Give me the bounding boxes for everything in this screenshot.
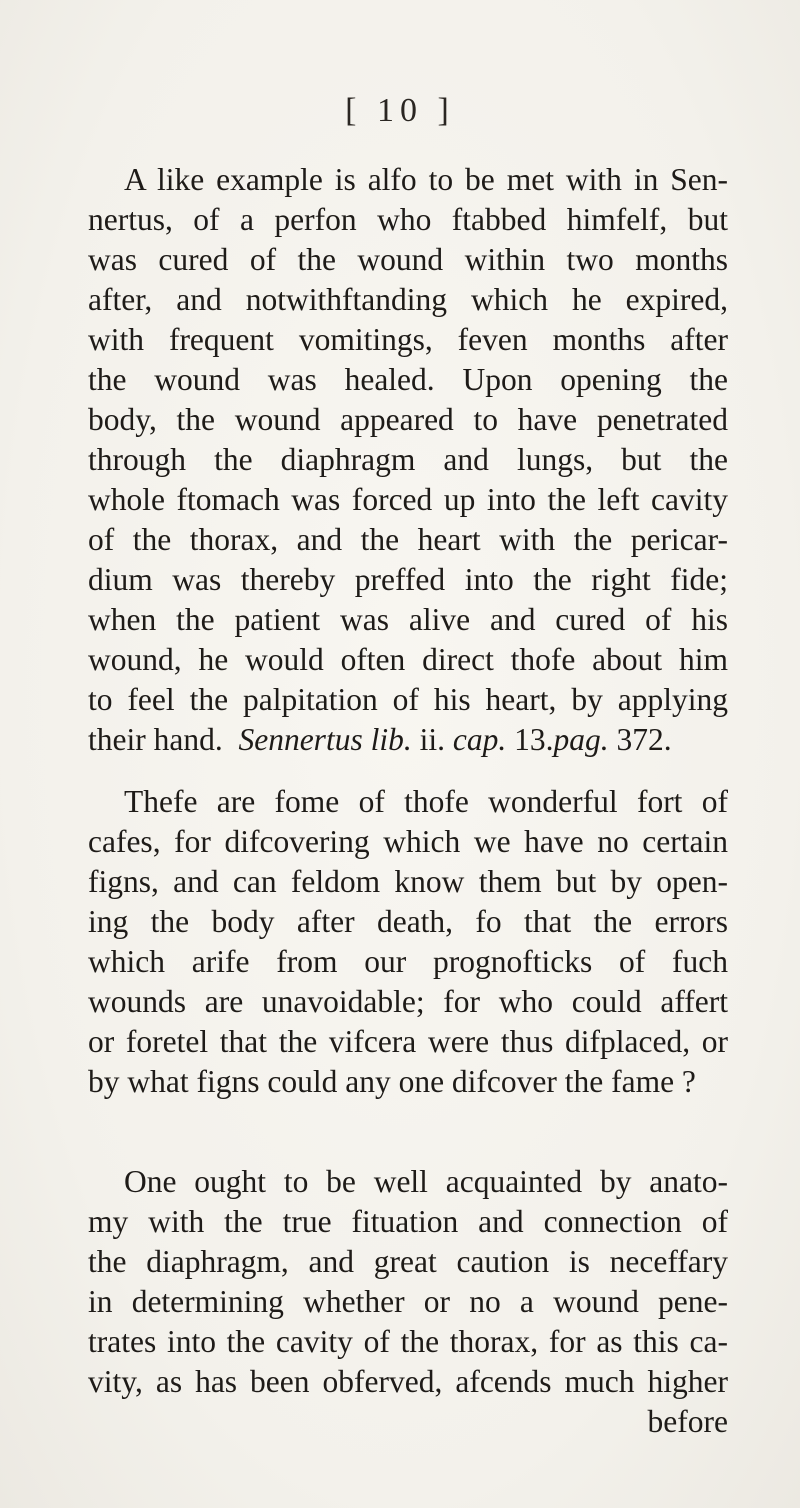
- text-line: by what figns could any one difcover the fame ?: [88, 1064, 696, 1099]
- citation-cap-word: cap.: [452, 722, 507, 757]
- citation-cap-number: 13.: [514, 722, 554, 757]
- text-line: body, the wound appeared to have penetrated: [88, 402, 728, 437]
- text-line: wound, he would often direct thofe about him: [88, 642, 728, 677]
- text-line: when the patient was alive and cured of his: [88, 602, 728, 637]
- paragraph-3: [88, 1162, 728, 1442]
- catchword: before: [647, 1404, 728, 1439]
- text-line: cafes, for difcovering which we have no certain: [88, 824, 728, 859]
- text-line: of the thorax, and the heart with the pericar-: [88, 522, 728, 557]
- citation-line: [88, 720, 728, 760]
- text-line: or foretel that the vifcera were thus difplaced, or: [88, 1024, 728, 1059]
- text-line: Thefe are fome of thofe wonderful fort of: [124, 784, 728, 819]
- text-line: figns, and can feldom know them but by open-: [88, 864, 728, 899]
- text-line: wounds are unavoidable; for who could affert: [88, 984, 728, 1019]
- text-line: after, and notwithftanding which he expired,: [88, 282, 728, 317]
- text-line: One ought to be well acquainted by anato-: [124, 1164, 728, 1199]
- text-line: ing the body after death, fo that the errors: [88, 904, 728, 939]
- citation-pag-word: pag.: [553, 722, 609, 757]
- citation-author: Sennertus: [238, 722, 363, 757]
- text-line: in determining whether or no a wound pene-: [88, 1284, 728, 1319]
- citation-lib-number: ii.: [419, 722, 445, 757]
- text-line: the wound was healed. Upon opening the: [88, 362, 728, 397]
- text-line: vity, as has been obferved, afcends much higher: [88, 1364, 728, 1399]
- page-number-header: [ 10 ]: [345, 92, 455, 129]
- text-line: trates into the cavity of the thorax, for as this ca-: [88, 1324, 728, 1359]
- text-line: was cured of the wound within two months: [88, 242, 728, 277]
- text-line: their hand.: [88, 722, 223, 757]
- text-line: whole ftomach was forced up into the left cavity: [88, 482, 728, 517]
- text-line: dium was thereby preffed into the right fide;: [88, 562, 728, 597]
- paragraph-1: [88, 160, 728, 760]
- text-line: through the diaphragm and lungs, but the: [88, 442, 728, 477]
- text-line: which arife from our prognofticks of fuch: [88, 944, 728, 979]
- text-line: to feel the palpitation of his heart, by applying: [88, 682, 728, 717]
- text-line: with frequent vomitings, feven months after: [88, 322, 728, 357]
- text-line: my with the true fituation and connection of: [88, 1204, 728, 1239]
- citation-lib-word: lib.: [370, 722, 412, 757]
- paragraph-2: [88, 782, 728, 1102]
- text-line: nertus, of a perfon who ftabbed himfelf, but: [88, 202, 728, 237]
- text-line: the diaphragm, and great caution is neceffary: [88, 1244, 728, 1279]
- citation-pag-number: 372.: [616, 722, 672, 757]
- text-line: A like example is alfo to be met with in Sen-: [124, 162, 728, 197]
